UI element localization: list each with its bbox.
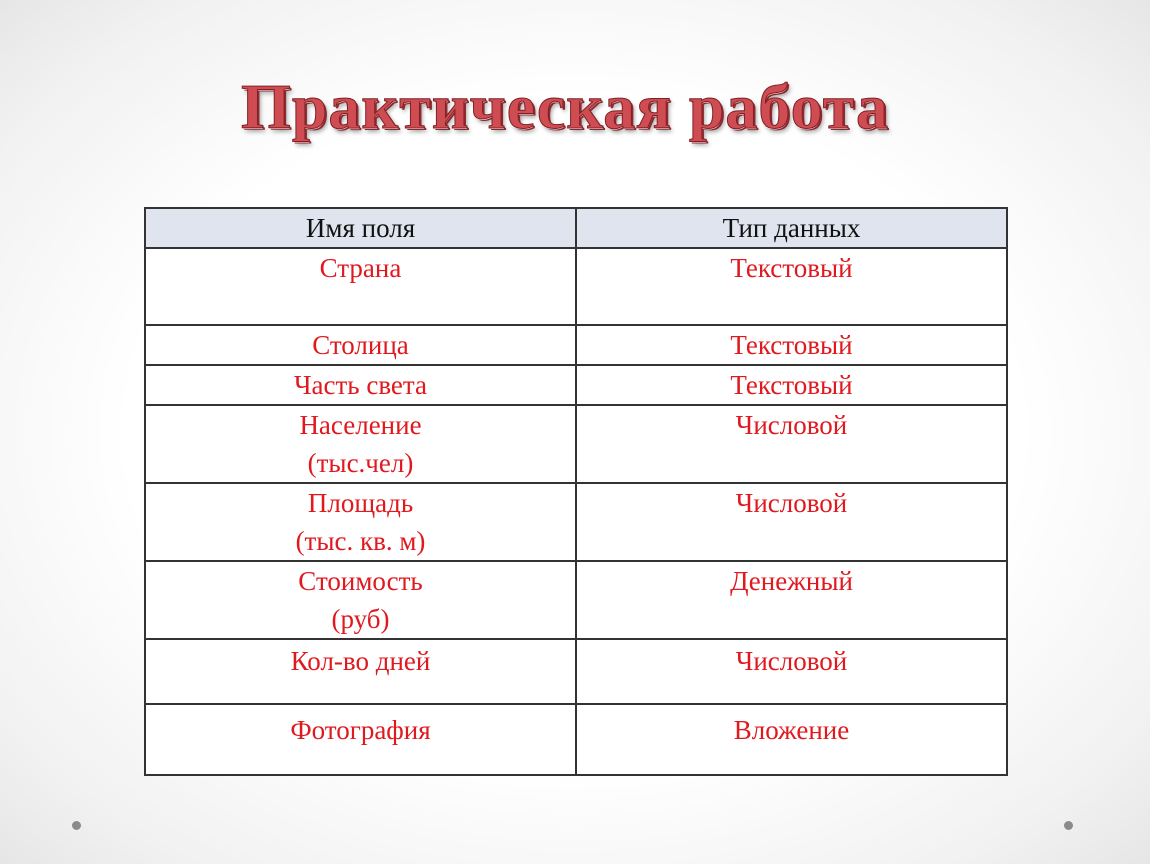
data-type-cell: Денежный bbox=[576, 561, 1007, 639]
table-row bbox=[145, 704, 1007, 775]
decorative-dot-left bbox=[72, 821, 81, 830]
field-name-cell bbox=[145, 483, 576, 561]
field-name-cell: Кол-во дней bbox=[145, 639, 576, 704]
field-name-line: Стоимость bbox=[298, 566, 423, 596]
table-row bbox=[145, 561, 1007, 639]
table-header-row bbox=[145, 208, 1007, 248]
data-type-cell: Текстовый bbox=[576, 325, 1007, 365]
table-row bbox=[145, 639, 1007, 704]
data-type-cell: Текстовый bbox=[576, 248, 1007, 325]
field-name-cell bbox=[145, 561, 576, 639]
table-row bbox=[145, 405, 1007, 483]
field-name-cell: Столица bbox=[145, 325, 576, 365]
slide-title: Практическая работа bbox=[241, 71, 889, 142]
column-header-field-name: Имя поля bbox=[145, 208, 576, 248]
field-name-cell: Страна bbox=[145, 248, 576, 325]
table-row bbox=[145, 325, 1007, 365]
data-type-cell: Числовой bbox=[576, 483, 1007, 561]
table-row bbox=[145, 248, 1007, 325]
field-unit-line: (тыс. кв. м) bbox=[295, 526, 426, 556]
data-type-cell: Вложение bbox=[576, 704, 1007, 775]
data-type-cell: Числовой bbox=[576, 405, 1007, 483]
field-name-line: Площадь bbox=[307, 488, 414, 518]
table-row bbox=[145, 365, 1007, 405]
field-name-cell: Фотография bbox=[145, 704, 576, 775]
field-unit-line: (тыс.чел) bbox=[307, 448, 414, 478]
field-unit-line: (руб) bbox=[331, 604, 390, 634]
field-name-line: Население bbox=[299, 410, 422, 440]
table-row bbox=[145, 483, 1007, 561]
decorative-dot-right bbox=[1064, 821, 1073, 830]
data-type-cell: Числовой bbox=[576, 639, 1007, 704]
field-name-cell bbox=[145, 405, 576, 483]
column-header-data-type: Тип данных bbox=[576, 208, 1007, 248]
field-name-cell: Часть света bbox=[145, 365, 576, 405]
data-type-cell: Текстовый bbox=[576, 365, 1007, 405]
fields-table bbox=[144, 207, 1008, 776]
